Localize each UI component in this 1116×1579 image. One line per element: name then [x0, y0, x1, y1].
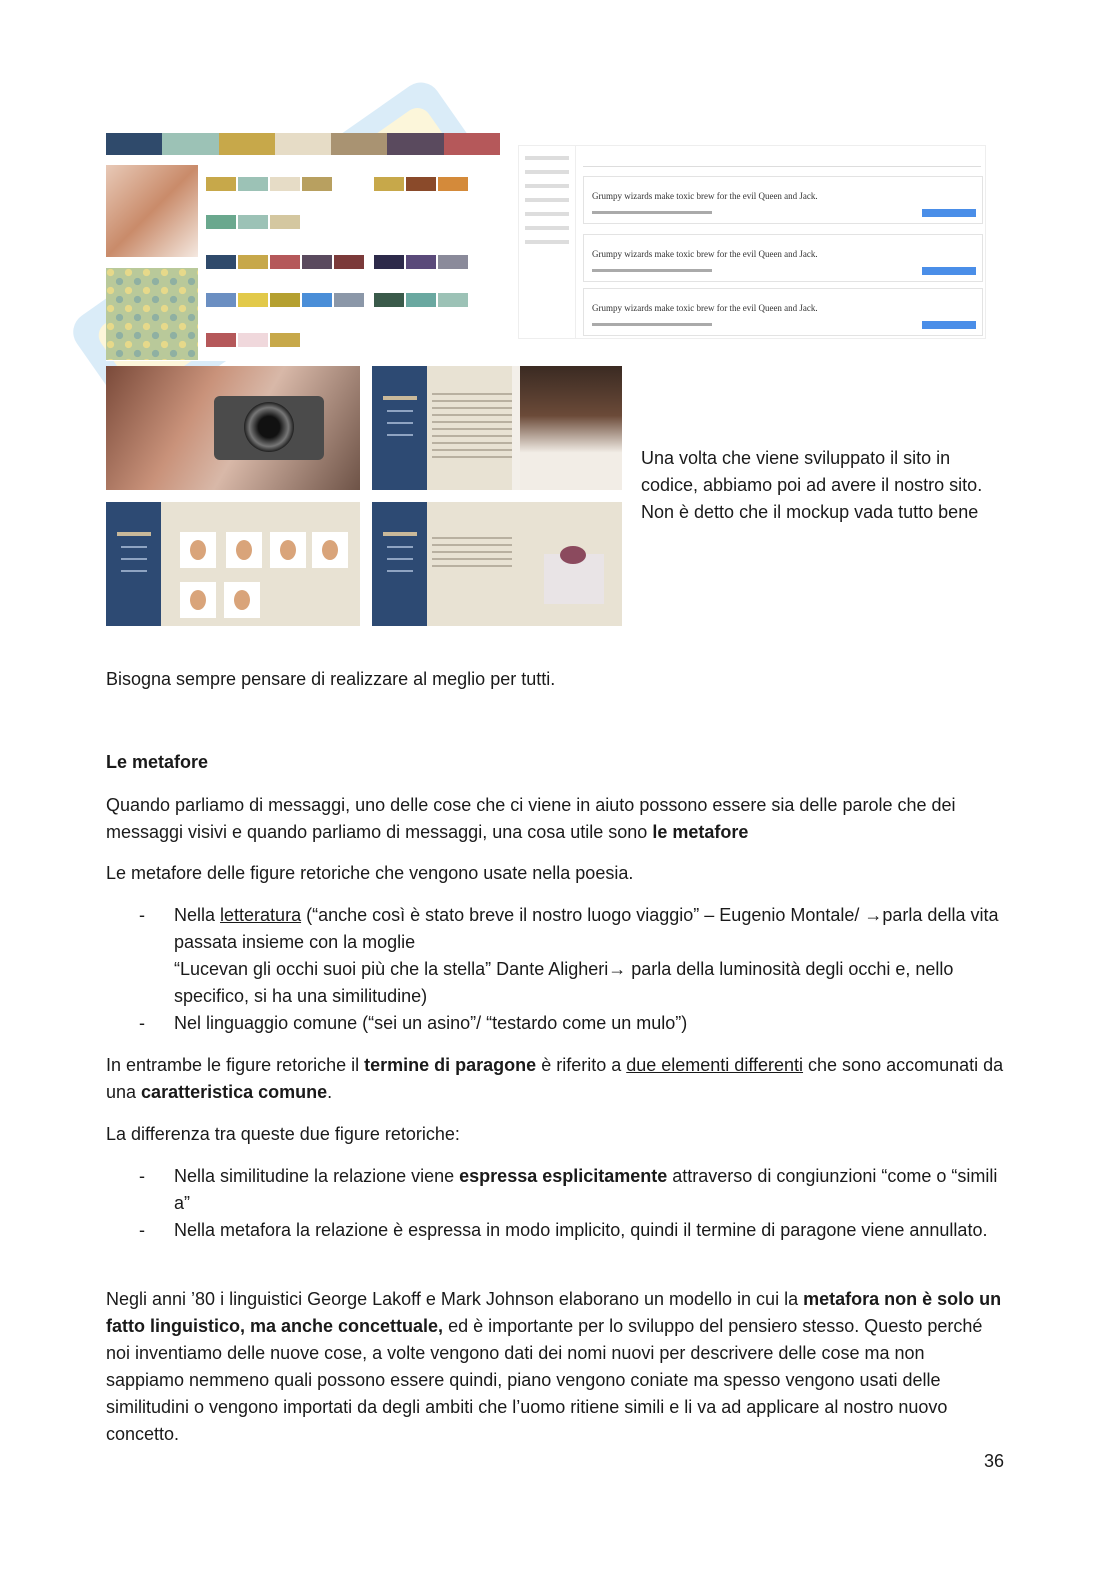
swatch-row — [374, 177, 468, 191]
palette-color — [331, 133, 387, 155]
paragraph-paragone: In entrambe le figure retoriche il termine di paragone è riferito a due elementi differenti che sono accomunati da una caratteristica comune. — [106, 1055, 1004, 1102]
font-catalog-screenshot — [518, 145, 986, 339]
palette-color — [162, 133, 218, 155]
swatch-row — [206, 293, 364, 307]
font-card — [583, 234, 983, 282]
palette-color — [219, 133, 275, 155]
fabric-photo — [106, 165, 198, 257]
palette-color — [387, 133, 443, 155]
list-item: - Nella metafora la relazione è espressa in modo implicito, quindi il termine di paragone viene annullato. — [139, 1220, 988, 1240]
font-sample-text: Grumpy wizards make toxic brew for the evil Queen and Jack. — [592, 191, 818, 201]
font-sample-text: Grumpy wizards make toxic brew for the evil Queen and Jack. — [592, 249, 818, 259]
paragraph-lakoff: Negli anni ’80 i linguistici George Lakoff e Mark Johnson elaborano un modello in cui la metafora non è solo un fatto linguistico, ma anche concettuale, ed è importante per lo sviluppo del pensiero stesso. Questo perché noi inventiamo delle nuove cose, a volte vengono dati dei nomi nuovi per descrivere delle cose ma non sappiamo nemmeno quali possono essere quindi, piano vengono coniate ma spesso vengono usati delle similitudini o vengono importati da degli ambiti che l’uomo ritiene simili e li va ad applicare al nostro nuovo concetto. — [106, 1289, 1002, 1444]
mockup-sidebar-nav — [372, 502, 427, 626]
camera-lens — [214, 396, 324, 460]
swatch-row — [206, 333, 300, 347]
add-to-collection-button — [922, 321, 976, 329]
gift-bow — [560, 546, 586, 564]
list-item: - Nella similitudine la relazione viene espressa esplicitamente attraverso di congiunzioni “come o “simili a” — [139, 1166, 998, 1213]
add-to-collection-button — [922, 209, 976, 217]
swatch-row — [206, 255, 364, 269]
pattern-photo — [106, 268, 198, 360]
mockup-sidebar-nav — [372, 366, 427, 490]
list-examples — [106, 902, 1006, 1037]
mockup-about-page — [372, 366, 622, 490]
font-card — [583, 288, 983, 336]
font-sample-text: Grumpy wizards make toxic brew for the evil Queen and Jack. — [592, 303, 818, 313]
swatch-row — [206, 215, 300, 229]
palette-color — [106, 133, 162, 155]
add-to-collection-button — [922, 267, 976, 275]
paragraph-messaggi: Quando parliamo di messaggi, uno delle cose che ci viene in aiuto possono essere sia delle parole che dei messaggi visivi e quando parliamo di messaggi, una cosa utile sono le metafore — [106, 795, 956, 842]
swatch-row — [206, 177, 332, 191]
font-card — [583, 176, 983, 224]
font-filter-sidebar — [519, 146, 576, 338]
list-item: - Nella letteratura (“anche così è stato breve il nostro luogo viaggio” – Eugenio Montale/ →parla della vita passata insieme con la moglie “Lucevan gli occhi suoi più che la stella” Dante Aligheri→ parla della luminosità degli occhi e, nello specifico, si ha una similitudine) — [139, 905, 999, 1006]
palette-board-image — [106, 133, 500, 361]
swatch-row — [374, 293, 468, 307]
camera-photo — [106, 366, 360, 490]
list-differences — [106, 1163, 1006, 1244]
palette-color — [444, 133, 500, 155]
intro-line: Bisogna sempre pensare di realizzare al meglio per tutti. — [106, 669, 556, 689]
people-photo — [520, 366, 622, 490]
palette-band — [106, 133, 500, 155]
side-caption: Una volta che viene sviluppato il sito in codice, abbiamo poi ad avere il nostro sito. Non è detto che il mockup vada tutto bene — [641, 448, 983, 522]
mockup-sidebar-nav — [106, 502, 161, 626]
page-number: 36 — [983, 1451, 1004, 1471]
palette-color — [275, 133, 331, 155]
font-toolbar — [583, 146, 981, 167]
swatch-row — [374, 255, 468, 269]
paragraph-differenza: La differenza tra queste due figure retoriche: — [106, 1124, 460, 1144]
mockup-contact-page — [372, 502, 622, 626]
mockup-jewelry-page — [106, 502, 360, 626]
section-heading: Le metafore — [106, 752, 209, 772]
list-item: - Nel linguaggio comune (“sei un asino”/ “testardo come un mulo”) — [139, 1013, 688, 1033]
paragraph-definition: Le metafore delle figure retoriche che vengono usate nella poesia. — [106, 863, 634, 883]
